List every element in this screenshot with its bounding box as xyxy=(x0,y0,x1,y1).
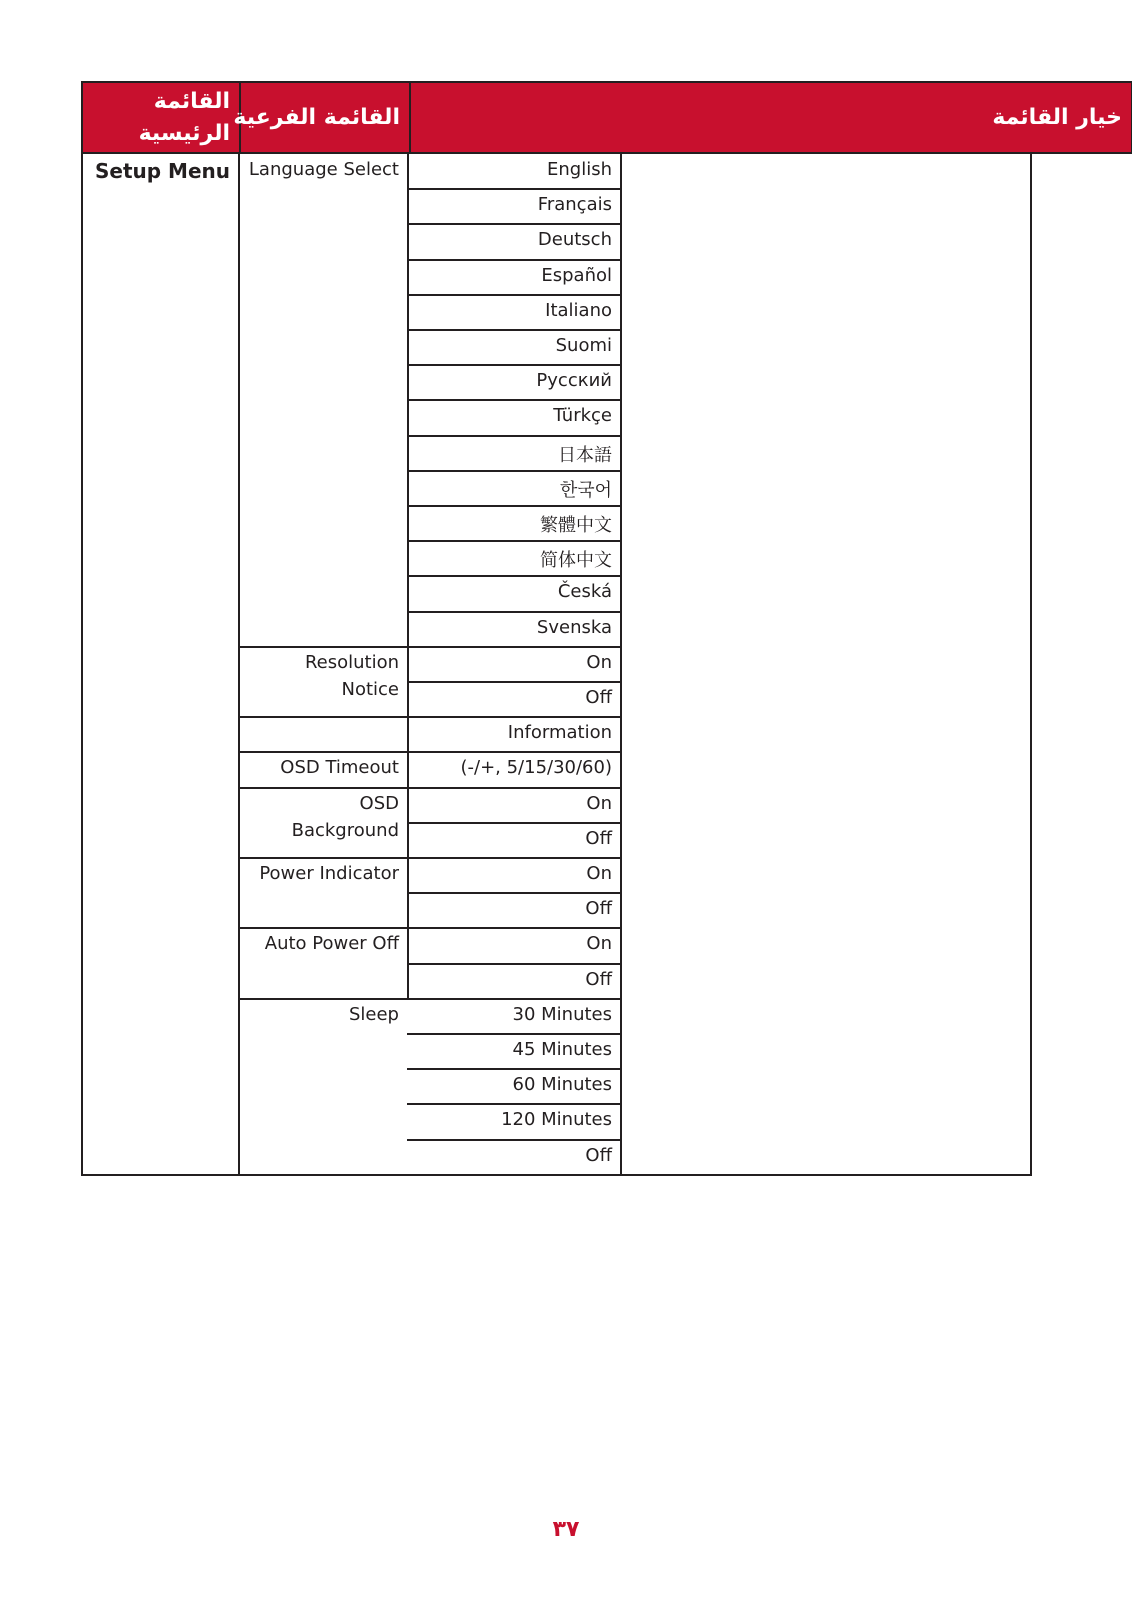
header-sub-menu-label: القائمة الفرعية xyxy=(233,105,400,130)
sub-menu-cell: Resolution xyxy=(304,651,399,673)
group-border xyxy=(238,787,409,789)
option-row-border xyxy=(407,646,622,648)
option-cell: Off xyxy=(585,898,612,920)
option-row-border xyxy=(407,575,622,577)
option-cell: Česká xyxy=(557,581,612,603)
option-row-border xyxy=(407,611,622,613)
table-bottom-border xyxy=(81,1174,1032,1176)
option-cell: On xyxy=(586,933,612,955)
option-cell: Off xyxy=(585,827,612,849)
header-main-menu xyxy=(81,81,241,154)
option-row-border xyxy=(407,857,622,859)
option-cell: On xyxy=(586,651,612,673)
option-row-border xyxy=(407,1103,622,1105)
option-cell: Off xyxy=(585,1144,612,1166)
option-cell: 45 Minutes xyxy=(512,1039,612,1060)
option-row-border xyxy=(407,435,622,437)
option-row-border xyxy=(407,399,622,401)
main-menu-cell: Setup Menu xyxy=(95,159,230,183)
header-main-menu-line2: الرئيسية xyxy=(138,121,230,146)
option-cell: 60 Minutes xyxy=(512,1074,612,1096)
option-cell: On xyxy=(586,792,612,814)
col-border xyxy=(81,153,83,1176)
option-row-border xyxy=(407,716,622,718)
option-cell: 繁體中文 xyxy=(540,515,612,536)
option-row-border xyxy=(407,329,622,331)
option-row-border xyxy=(407,963,622,965)
option-row-border xyxy=(407,1033,622,1035)
option-cell: On xyxy=(586,863,612,884)
group-border xyxy=(238,716,409,718)
sub-menu-cell: Notice xyxy=(341,678,399,700)
option-row-border xyxy=(407,787,622,789)
header-menu-option-label: خيار القائمة xyxy=(992,105,1122,130)
option-cell: Off xyxy=(585,968,612,990)
option-cell: Information xyxy=(507,722,612,744)
option-cell: Pусский xyxy=(536,370,612,392)
option-row-border xyxy=(407,681,622,683)
option-cell: (-/+, 5/15/30/60) xyxy=(460,757,612,779)
option-row-border xyxy=(407,294,622,296)
setup-menu-table xyxy=(81,81,1132,1206)
option-row-border xyxy=(407,892,622,894)
group-border xyxy=(238,857,409,859)
sub-menu-cell: Sleep xyxy=(348,1003,399,1025)
option-cell: 120 Minutes xyxy=(501,1109,612,1131)
option-cell: Deutsch xyxy=(537,229,612,251)
option-row-border xyxy=(407,1068,622,1070)
group-border xyxy=(238,646,409,648)
option-row-border xyxy=(407,470,622,472)
option-cell: Off xyxy=(585,687,612,708)
option-row-border xyxy=(407,998,622,1000)
sub-menu-cell: Language Select xyxy=(248,159,399,180)
option-cell: English xyxy=(547,159,612,180)
group-border xyxy=(238,927,409,929)
page-number: ٣٧ xyxy=(552,1517,580,1542)
col-border xyxy=(238,153,240,1176)
option-cell: 简体中文 xyxy=(540,550,612,572)
group-border xyxy=(238,751,622,753)
header-menu-option xyxy=(409,81,1132,154)
option-row-border xyxy=(407,505,622,507)
option-cell: Italiano xyxy=(545,299,612,321)
option-cell: Suomi xyxy=(555,335,612,356)
sub-menu-cell: Power Indicator xyxy=(259,863,399,884)
option-cell: 한국어 xyxy=(559,479,612,501)
sub-menu-cell: OSD xyxy=(359,792,399,814)
option-row-border xyxy=(407,822,622,824)
option-cell: Français xyxy=(537,194,612,216)
option-row-border xyxy=(407,1139,622,1141)
col-border xyxy=(1030,153,1032,1176)
option-cell: 日本語 xyxy=(558,444,612,466)
col-border xyxy=(407,153,409,1000)
option-cell: Español xyxy=(541,264,612,286)
option-row-border xyxy=(407,364,622,366)
header-sub-menu xyxy=(233,81,411,154)
option-row-border xyxy=(407,540,622,542)
sub-menu-cell: Auto Power Off xyxy=(264,933,399,955)
col-border xyxy=(620,153,622,1176)
option-cell: Türkçe xyxy=(553,405,612,427)
sub-menu-cell: OSD Timeout xyxy=(280,757,399,779)
option-row-border xyxy=(407,259,622,261)
option-cell: Svenska xyxy=(536,616,612,638)
option-row-border xyxy=(407,927,622,929)
sub-menu-cell: Background xyxy=(291,819,399,841)
option-row-border xyxy=(407,223,622,225)
option-row-border xyxy=(407,188,622,190)
header-main-menu-line1: القائمة xyxy=(153,89,230,114)
group-border xyxy=(238,998,409,1000)
option-cell: 30 Minutes xyxy=(512,1003,612,1025)
